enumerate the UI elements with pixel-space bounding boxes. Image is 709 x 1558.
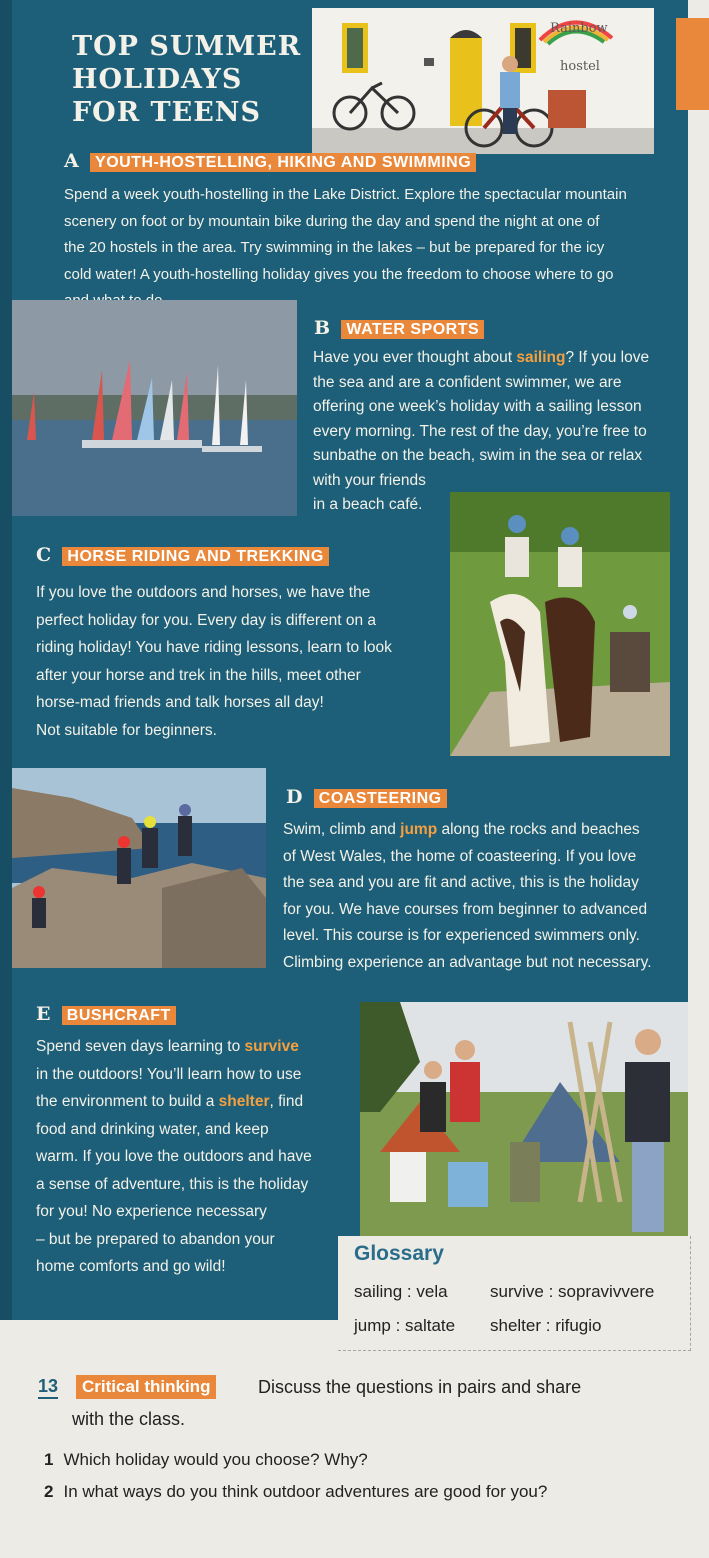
highlight-word: survive bbox=[244, 1038, 299, 1055]
text-line: riding holiday! You have riding lessons, learn to look bbox=[36, 639, 392, 656]
highlight-word: shelter bbox=[218, 1093, 270, 1110]
highlight-word: jump bbox=[400, 821, 438, 838]
text-line: If you love the outdoors and horses, we have the bbox=[36, 584, 371, 601]
text-line: cold water! A youth-hostelling holiday gives you the freedom to choose where to go bbox=[64, 265, 614, 283]
question-item bbox=[44, 1450, 368, 1470]
horse-riding-photo bbox=[450, 492, 670, 756]
glossary-box bbox=[338, 1236, 691, 1351]
highlight-word: sailing bbox=[516, 349, 566, 366]
text-line: of West Wales, the home of coasteering. If you love bbox=[283, 847, 637, 865]
glossary-entry: sailing : vela bbox=[354, 1282, 448, 1301]
section-a-heading bbox=[64, 150, 476, 173]
question-text: In what ways do you think outdoor adventures are good for you? bbox=[63, 1482, 548, 1501]
section-tag: YOUTH-HOSTELLING, HIKING AND SWIMMING bbox=[90, 153, 476, 172]
question-number: 1 bbox=[44, 1450, 54, 1469]
text-line: Climbing experience an advantage but not necessary. bbox=[283, 953, 652, 971]
text-line: with your friends bbox=[313, 471, 426, 489]
text-line: Swim, climb and jump along the rocks and beaches bbox=[283, 821, 640, 838]
text-line: in a beach café. bbox=[313, 496, 423, 513]
glossary-row bbox=[490, 1282, 654, 1302]
section-c-heading bbox=[36, 544, 329, 567]
page-title bbox=[72, 30, 301, 129]
section-tag: BUSHCRAFT bbox=[62, 1006, 176, 1025]
text-line: Spend a week youth-hostelling in the Lake District. Explore the spectacular mountain bbox=[64, 186, 627, 203]
text-line: for you. We have courses from beginner to advanced bbox=[283, 900, 648, 918]
question-item bbox=[44, 1482, 547, 1502]
hostel-photo bbox=[312, 8, 654, 154]
glossary-title: Glossary bbox=[354, 1242, 444, 1265]
text-line: every morning. The rest of the day, you’re free to bbox=[313, 422, 647, 440]
question-number: 2 bbox=[44, 1482, 54, 1501]
section-tag: HORSE RIDING AND TREKKING bbox=[62, 547, 328, 566]
section-e-text bbox=[36, 1033, 356, 1281]
text-line: – but be prepared to abandon your bbox=[36, 1230, 275, 1248]
glossary-row bbox=[354, 1316, 455, 1336]
text-line: horse-mad friends and talk horses all day! bbox=[36, 694, 324, 711]
glossary-entry: shelter : rifugio bbox=[490, 1316, 602, 1335]
text-line: the sea and are a confident swimmer, we are bbox=[313, 373, 622, 391]
section-tag: COASTEERING bbox=[314, 789, 447, 808]
text-line: for you! No experience necessary bbox=[36, 1203, 267, 1220]
section-letter: C bbox=[36, 544, 52, 566]
section-letter: A bbox=[64, 150, 79, 172]
text-line: Have you ever thought about sailing? If you love bbox=[313, 349, 650, 366]
section-letter: E bbox=[36, 1003, 51, 1025]
text-line: scenery on foot or by mountain bike during the day and spend the night at one of bbox=[64, 212, 600, 230]
glossary-row bbox=[490, 1316, 602, 1336]
section-d-text bbox=[283, 817, 683, 976]
glossary-entry: jump : saltate bbox=[354, 1316, 456, 1335]
text-line: a sense of adventure, this is the holiday bbox=[36, 1175, 309, 1193]
text-line: Not suitable for beginners. bbox=[36, 721, 217, 739]
glossary-row bbox=[354, 1282, 448, 1302]
text-line: perfect holiday for you. Every day is different on a bbox=[36, 611, 377, 629]
text-line: sunbathe on the beach, swim in the sea or relax bbox=[313, 447, 643, 464]
hostel-sign-word: hostel bbox=[560, 59, 600, 74]
bushcraft-photo bbox=[360, 1002, 688, 1238]
text-line: offering one week’s holiday with a sailing lesson bbox=[313, 398, 642, 415]
page-edge bbox=[0, 0, 12, 1320]
hostel-sign-name: Rainbow bbox=[550, 21, 608, 36]
section-e-heading bbox=[36, 1003, 176, 1026]
text-line: Spend seven days learning to survive bbox=[36, 1038, 299, 1055]
section-a-text bbox=[64, 182, 672, 315]
exercise-number: 13 bbox=[38, 1376, 58, 1399]
critical-thinking-badge: Critical thinking bbox=[76, 1375, 216, 1399]
text-line: home comforts and go wild! bbox=[36, 1258, 226, 1275]
section-tag: WATER SPORTS bbox=[341, 320, 484, 339]
text-line: warm. If you love the outdoors and have bbox=[36, 1148, 312, 1165]
text-line: level. This course is for experienced swimmers only. bbox=[283, 927, 640, 944]
section-d-heading bbox=[286, 786, 447, 809]
exercise-instruction: with the class. bbox=[72, 1409, 186, 1429]
text-line: food and drinking water, and keep bbox=[36, 1120, 269, 1138]
text-line: in the outdoors! You’ll learn how to use bbox=[36, 1065, 302, 1083]
question-text: Which holiday would you choose? Why? bbox=[63, 1450, 368, 1469]
title-line: HOLIDAYS bbox=[72, 64, 243, 95]
orange-tab bbox=[676, 18, 709, 110]
exercise-instruction: Discuss the questions in pairs and share bbox=[258, 1377, 582, 1397]
text-line: the environment to build a shelter, find bbox=[36, 1093, 304, 1110]
text-line: the sea and you are fit and active, this is the holiday bbox=[283, 874, 639, 891]
section-letter: D bbox=[286, 786, 303, 808]
section-letter: B bbox=[314, 317, 331, 339]
title-line: FOR TEENS bbox=[72, 97, 261, 128]
glossary-entry: survive : sopravivvere bbox=[490, 1282, 655, 1301]
text-line: after your horse and trek in the hills, meet other bbox=[36, 666, 361, 684]
text-line: the 20 hostels in the area. Try swimming in the lakes – but be prepared for the icy bbox=[64, 239, 605, 256]
sailing-photo bbox=[12, 300, 297, 516]
coasteering-photo bbox=[12, 768, 266, 968]
section-c-text bbox=[36, 579, 452, 744]
title-line: TOP SUMMER bbox=[72, 31, 302, 62]
section-b-heading bbox=[314, 317, 484, 340]
